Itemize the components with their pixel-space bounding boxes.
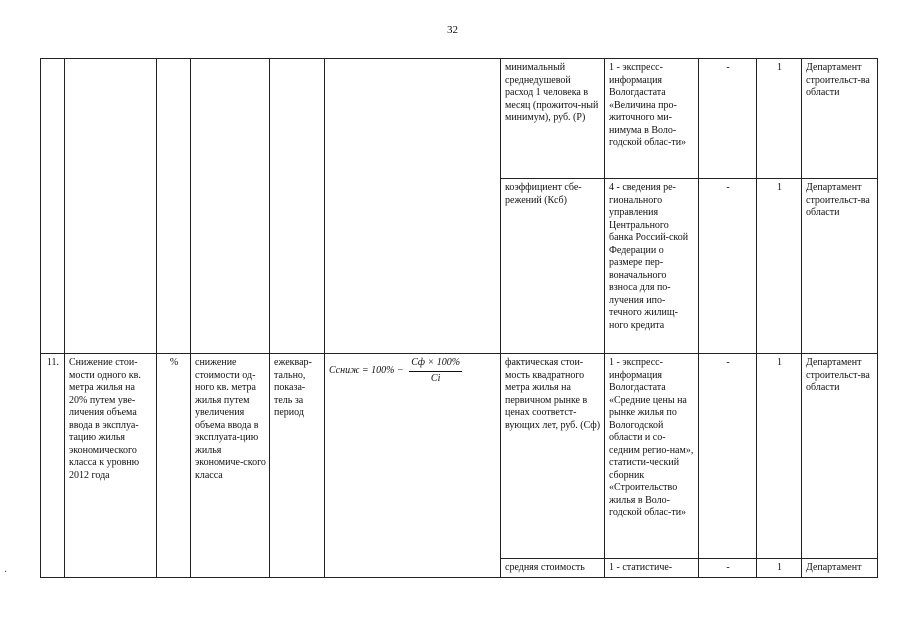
page-number: 32 <box>447 24 458 36</box>
formula-fraction <box>409 357 462 385</box>
periodicity-cell <box>270 59 325 354</box>
responsible-cell: Департамент <box>802 559 878 578</box>
formula-numerator: Cф × 100% <box>409 357 462 372</box>
formula-denominator: Ci <box>430 372 441 384</box>
table-row <box>41 59 878 179</box>
collection-cell: 1 <box>757 179 802 354</box>
unit-cell <box>157 59 191 354</box>
indicators-table <box>40 58 878 578</box>
definition-cell <box>191 59 270 354</box>
unit-cell: % <box>157 354 191 578</box>
indicator-cell: Снижение стои-мости одного кв. метра жилья на 20% путем уве-личения объема ввода в эксплуа-тацию жилья экономического класса к уровню 2012 года <box>65 354 157 578</box>
basic-indicator-cell: фактическая стои-мость квадратного метра жилья на первичном рынке в ценах соответст-вующих лет, руб. (Сф) <box>501 354 605 559</box>
method-cell: - <box>699 354 757 559</box>
method-cell: - <box>699 559 757 578</box>
responsible-cell: Департамент строительст-ва области <box>802 179 878 354</box>
formula-cell <box>325 59 501 354</box>
source-cell: 1 - экспресс-информация Вологдастата «Средние цены на рынке жилья по Вологодской области и со-седним регио-нам», статисти-ческий сборник «Строительство жилья в Воло-годской облас-ти» <box>605 354 699 559</box>
collection-cell: 1 <box>757 354 802 559</box>
definition-cell: снижение стоимости од-ного кв. метра жилья путем увеличения объема ввода в эксплуата-цию жилья экономиче-ского класса <box>191 354 270 578</box>
indicator-cell <box>65 59 157 354</box>
scan-speck: · <box>4 567 8 578</box>
periodicity-cell: ежеквар-тально, показа-тель за период <box>270 354 325 578</box>
collection-cell: 1 <box>757 559 802 578</box>
responsible-cell: Департамент строительст-ва области <box>802 59 878 179</box>
responsible-cell: Департамент строительст-ва области <box>802 354 878 559</box>
basic-indicator-cell: минимальный среднедушевой расход 1 человека в месяц (прожиточ-ный минимум), руб. (Р) <box>501 59 605 179</box>
method-cell: - <box>699 179 757 354</box>
row-number-cell: 11. <box>41 354 65 578</box>
basic-indicator-cell: средняя стоимость <box>501 559 605 578</box>
source-cell: 4 - сведения ре-гионального управления Центрального банка Россий-ской Федерации о размере пер-воначального взноса для по-лучения ипо-течного жилищ-ного кредита <box>605 179 699 354</box>
formula-cell <box>325 354 501 578</box>
formula-lhs: Cсниж = 100% − <box>329 364 404 376</box>
basic-indicator-cell: коэффициент сбе-режений (Ксб) <box>501 179 605 354</box>
method-cell: - <box>699 59 757 179</box>
table-row <box>41 354 878 559</box>
collection-cell: 1 <box>757 59 802 179</box>
source-cell: 1 - экспресс-информация Вологдастата «Величина про-житочного ми-нимума в Воло-годской облас-ти» <box>605 59 699 179</box>
source-cell: 1 - статистиче- <box>605 559 699 578</box>
row-number-cell <box>41 59 65 354</box>
